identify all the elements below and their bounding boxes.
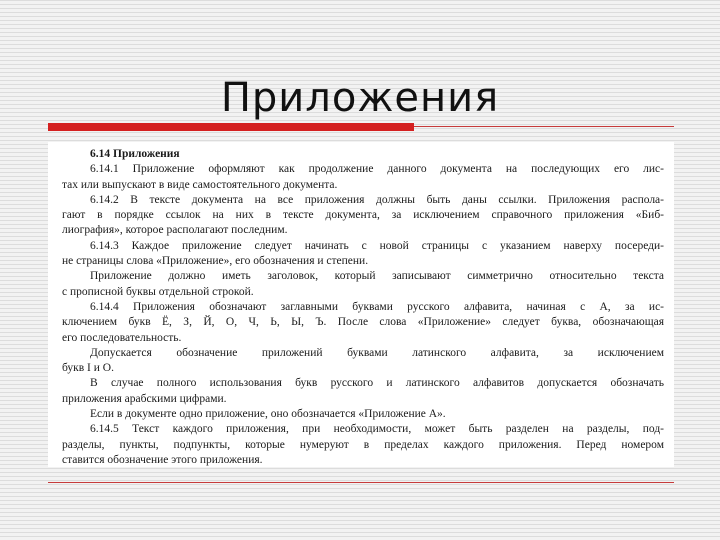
slide-title: Приложения: [220, 75, 500, 121]
text-line: его последовательность.: [62, 331, 182, 344]
text-line: гают в порядке ссылок на них в тексте документа, за исключением справочного приложения «Биб-: [62, 209, 664, 222]
document-scan: [48, 142, 674, 467]
text-line: Приложение должно иметь заголовок, который записывают симметрично относительно текста: [90, 270, 664, 283]
text-line: 6.14.1 Приложение оформляют как продолжение данного документа на последующих его лис-: [90, 163, 664, 176]
text-line: 6.14.2 В тексте документа на все приложения должны быть даны ссылки. Приложения распола-: [90, 193, 664, 206]
text-line: приложения арабскими цифрами.: [62, 392, 227, 405]
text-line: 6.14.4 Приложения обозначают заглавными буквами русского алфавита, начиная с А, за ис-: [90, 300, 664, 313]
text-line: Если в документе одно приложение, оно обозначается «Приложение А».: [90, 408, 446, 421]
bottom-rule: [48, 482, 674, 483]
title-underline-red: [48, 123, 414, 131]
text-line: В случае полного использования букв русского и латинского алфавитов допускается обозначать: [90, 377, 664, 390]
text-line: тах или выпускают в виде самостоятельного документа.: [62, 178, 338, 191]
text-line: с прописной буквы отдельной строкой.: [62, 285, 254, 298]
section-heading: 6.14 Приложения: [90, 148, 180, 160]
text-line: букв I и O.: [62, 362, 114, 375]
text-line: 6.14.3 Каждое приложение следует начинать с новой страницы с указанием наверху посереди-: [90, 239, 664, 252]
text-line: не страницы слова «Приложение», его обозначения и степени.: [62, 255, 369, 268]
text-line: ключением букв Ё, З, Й, О, Ч, Ь, Ы, Ъ. После слова «Приложение» следует буква, обозначающая: [62, 316, 664, 329]
text-line: ставится обозначение этого приложения.: [62, 453, 263, 466]
title-underline-thin: [414, 126, 674, 127]
text-line: Допускается обозначение приложений буквами латинского алфавита, за исключением: [90, 346, 664, 359]
text-line: 6.14.5 Текст каждого приложения, при необходимости, может быть разделен на разделы, под-: [90, 423, 664, 436]
text-line: лиография», которое располагают последним.: [62, 224, 288, 237]
text-line: разделы, пункты, подпункты, которые нумеруют в пределах каждого приложения. Перед номером: [62, 438, 664, 451]
